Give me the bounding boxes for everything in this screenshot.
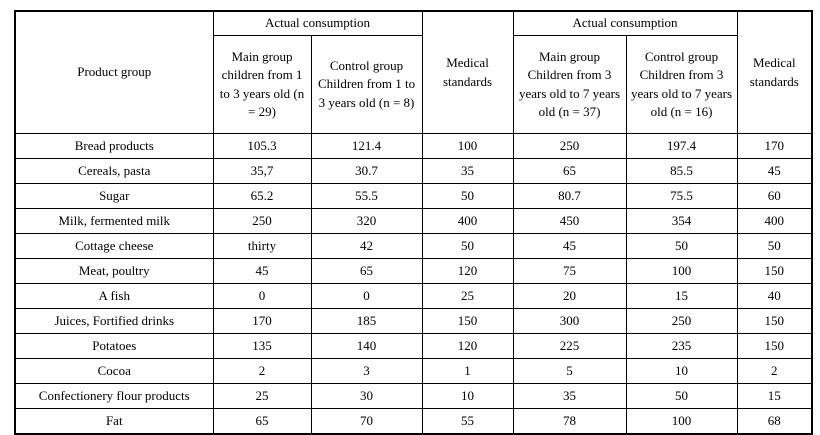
value-cell: 30 <box>311 384 422 409</box>
col-header-main-group-1-3: Main group children from 1 to 3 years old (n = 29) <box>213 36 311 134</box>
value-cell: 25 <box>422 284 513 309</box>
value-cell: 150 <box>737 334 812 359</box>
value-cell: 45 <box>513 234 626 259</box>
value-cell: 15 <box>626 284 737 309</box>
value-cell: 0 <box>311 284 422 309</box>
table-row <box>15 159 812 184</box>
value-cell: 50 <box>422 234 513 259</box>
value-cell: 121.4 <box>311 134 422 159</box>
value-cell: 400 <box>422 209 513 234</box>
value-cell: 100 <box>626 259 737 284</box>
value-cell: 2 <box>213 359 311 384</box>
value-cell: 197.4 <box>626 134 737 159</box>
product-group-cell: Fat <box>15 409 213 435</box>
value-cell: 2 <box>737 359 812 384</box>
value-cell: 120 <box>422 334 513 359</box>
value-cell: 120 <box>422 259 513 284</box>
value-cell: 55.5 <box>311 184 422 209</box>
value-cell: 250 <box>626 309 737 334</box>
col-header-main-group-3-7: Main group Children from 3 years old to 7 years old (n = 37) <box>513 36 626 134</box>
value-cell: 68 <box>737 409 812 435</box>
value-cell: 65 <box>513 159 626 184</box>
value-cell: 235 <box>626 334 737 359</box>
product-group-cell: Milk, fermented milk <box>15 209 213 234</box>
value-cell: 140 <box>311 334 422 359</box>
value-cell: 70 <box>311 409 422 435</box>
header-row-top <box>15 11 812 36</box>
value-cell: 170 <box>737 134 812 159</box>
table-row <box>15 334 812 359</box>
table-row <box>15 134 812 159</box>
value-cell: 50 <box>422 184 513 209</box>
table-row <box>15 409 812 435</box>
value-cell: 450 <box>513 209 626 234</box>
table-row <box>15 309 812 334</box>
value-cell: 25 <box>213 384 311 409</box>
value-cell: 320 <box>311 209 422 234</box>
value-cell: 78 <box>513 409 626 435</box>
value-cell: 5 <box>513 359 626 384</box>
value-cell: 400 <box>737 209 812 234</box>
value-cell: 135 <box>213 334 311 359</box>
table-header <box>15 11 812 134</box>
value-cell: 10 <box>626 359 737 384</box>
value-cell: 20 <box>513 284 626 309</box>
value-cell: 250 <box>213 209 311 234</box>
value-cell: 100 <box>422 134 513 159</box>
table-row <box>15 259 812 284</box>
product-group-cell: Potatoes <box>15 334 213 359</box>
value-cell: 10 <box>422 384 513 409</box>
value-cell: 35 <box>513 384 626 409</box>
table-row <box>15 234 812 259</box>
value-cell: 35,7 <box>213 159 311 184</box>
value-cell: 170 <box>213 309 311 334</box>
product-group-cell: A fish <box>15 284 213 309</box>
table-row <box>15 184 812 209</box>
table-row <box>15 359 812 384</box>
product-group-cell: Cocoa <box>15 359 213 384</box>
value-cell: 80.7 <box>513 184 626 209</box>
value-cell: 40 <box>737 284 812 309</box>
value-cell: 185 <box>311 309 422 334</box>
value-cell: 15 <box>737 384 812 409</box>
value-cell: 150 <box>422 309 513 334</box>
table-body <box>15 134 812 435</box>
value-cell: 85.5 <box>626 159 737 184</box>
value-cell: 0 <box>213 284 311 309</box>
value-cell: 100 <box>626 409 737 435</box>
value-cell: 75.5 <box>626 184 737 209</box>
product-group-cell: Cereals, pasta <box>15 159 213 184</box>
value-cell: 45 <box>213 259 311 284</box>
value-cell: 42 <box>311 234 422 259</box>
value-cell: 65.2 <box>213 184 311 209</box>
value-cell: 50 <box>626 234 737 259</box>
product-group-cell: Bread products <box>15 134 213 159</box>
col-header-actual-consumption-1-3: Actual consumption <box>213 11 422 36</box>
value-cell: 1 <box>422 359 513 384</box>
value-cell: 65 <box>213 409 311 435</box>
product-group-cell: Confectionery flour products <box>15 384 213 409</box>
value-cell: 150 <box>737 259 812 284</box>
value-cell: 50 <box>737 234 812 259</box>
value-cell: 35 <box>422 159 513 184</box>
value-cell: 300 <box>513 309 626 334</box>
value-cell: 150 <box>737 309 812 334</box>
col-header-medical-standards-3-7: Medical standards <box>737 11 812 134</box>
col-header-medical-standards-1-3: Medical standards <box>422 11 513 134</box>
col-header-control-group-3-7: Control group Children from 3 years old to 7 years old (n = 16) <box>626 36 737 134</box>
value-cell: 3 <box>311 359 422 384</box>
value-cell: 30.7 <box>311 159 422 184</box>
col-header-product-group: Product group <box>15 11 213 134</box>
product-group-cell: Juices, Fortified drinks <box>15 309 213 334</box>
value-cell: 55 <box>422 409 513 435</box>
value-cell: thirty <box>213 234 311 259</box>
table-row <box>15 209 812 234</box>
value-cell: 250 <box>513 134 626 159</box>
value-cell: 354 <box>626 209 737 234</box>
value-cell: 65 <box>311 259 422 284</box>
table-row <box>15 384 812 409</box>
table-row <box>15 284 812 309</box>
value-cell: 225 <box>513 334 626 359</box>
product-group-cell: Sugar <box>15 184 213 209</box>
value-cell: 105.3 <box>213 134 311 159</box>
col-header-control-group-1-3: Control group Children from 1 to 3 years old (n = 8) <box>311 36 422 134</box>
value-cell: 75 <box>513 259 626 284</box>
product-group-cell: Meat, poultry <box>15 259 213 284</box>
product-group-cell: Cottage cheese <box>15 234 213 259</box>
value-cell: 45 <box>737 159 812 184</box>
col-header-actual-consumption-3-7: Actual consumption <box>513 11 737 36</box>
consumption-table <box>14 10 813 435</box>
value-cell: 60 <box>737 184 812 209</box>
value-cell: 50 <box>626 384 737 409</box>
